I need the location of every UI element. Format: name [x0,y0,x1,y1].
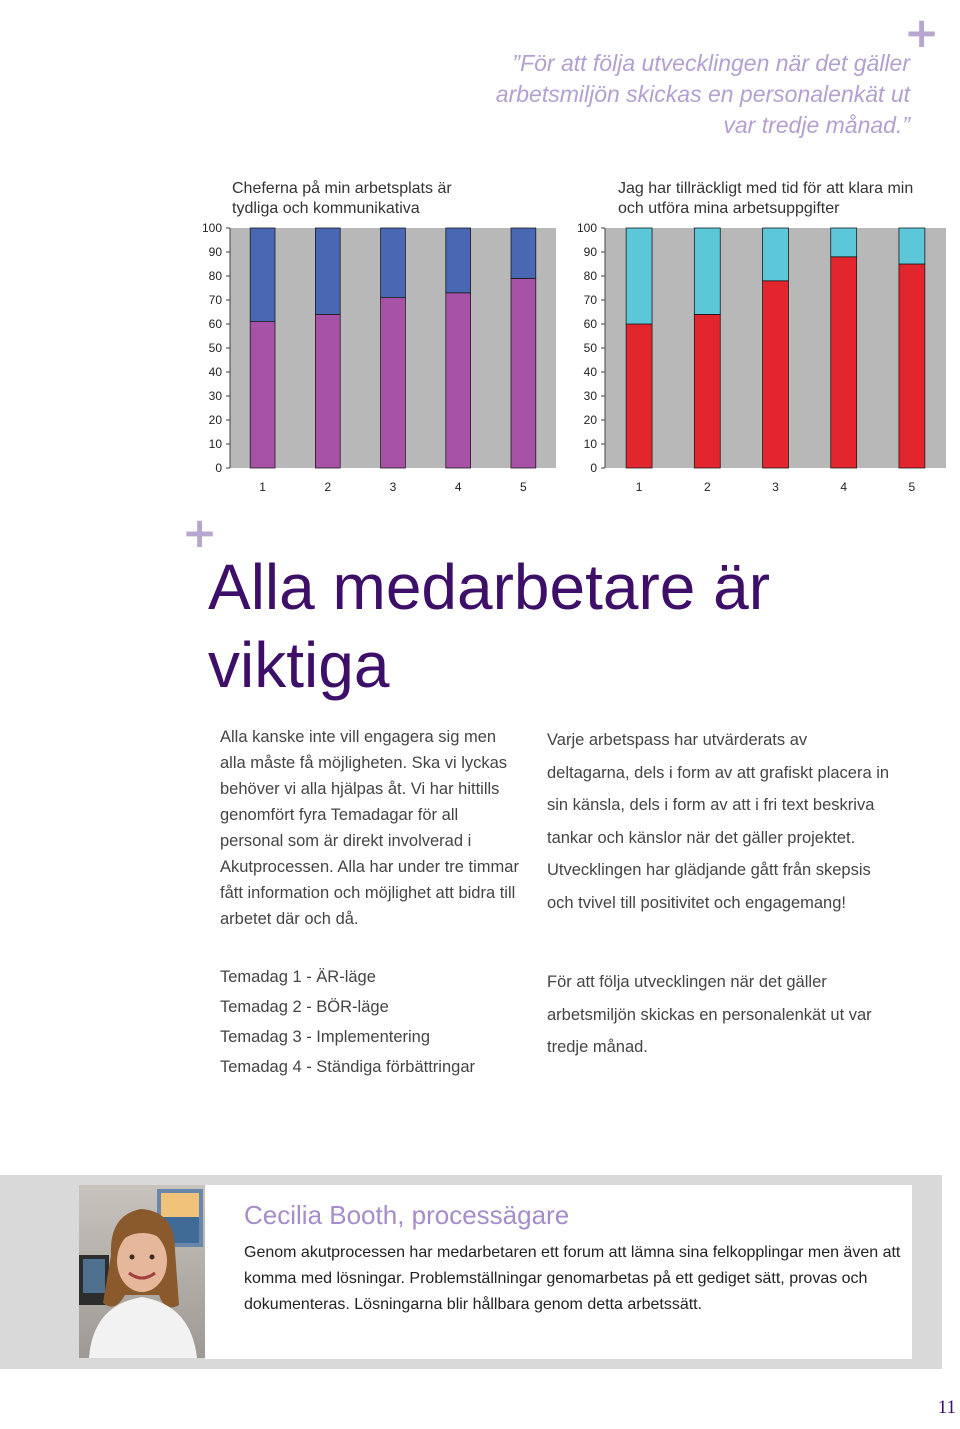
right-column-body [547,724,892,919]
chart-right-bar-bottom-3 [763,281,789,468]
chart-left-y-tick-label: 90 [208,245,222,259]
theme-item: Temadag 1 - ÄR-läge [220,968,376,986]
chart-right-y-tick-label: 100 [576,222,597,235]
chart-right [565,222,950,497]
heading-line-2: viktiga [208,629,390,701]
right-body-text: Varje arbetspass har utvärderats av deltagarna, dels i form av att grafiskt placera in sin känsla, dels i form av att i fri text beskriva tankar och känslor när det gäller projektet. Utvecklingen har glädjande gått från skepsis och tvivel till positivitet och engagemang! [547,731,890,912]
heading-line-1: Alla medarbetare är [208,551,771,623]
theme-item: Temadag 3 - Implementering [220,1028,431,1046]
profile-text: Genom akutprocessen har medarbetaren ett forum att lämna sina felkopplingar men även att komma med lösningar. Problemställningar genomarbetas på ett gediget sätt, provas och dokumenteras. Lösningarna blir hållbara genom detta arbetssätt. [244,1244,901,1313]
left-column-body [220,724,525,932]
chart-left-bar-top-5 [511,228,536,278]
chart-title-left: Cheferna på min arbetsplats är tydliga och kommunikativa [232,180,452,217]
chart-left-bar-top-3 [381,228,406,298]
chart-right-bar-top-5 [899,228,925,264]
chart-left-svg [190,222,560,497]
chart-left-y-tick-label: 100 [201,222,222,235]
chart-left-x-tick-label: 2 [324,480,332,494]
chart-right-y-tick-label: 50 [583,341,597,355]
chart-right-x-tick-label: 5 [908,480,916,494]
chart-right-y-tick-label: 40 [583,365,597,379]
plus-icon: + [904,8,940,57]
chart-right-bar-top-1 [626,228,652,324]
chart-left-bar-bottom-3 [381,298,406,468]
chart-left-bar-top-1 [250,228,275,322]
chart-right-y-tick-label: 90 [583,245,597,259]
profile-photo [79,1185,205,1358]
chart-left-y-tick-label: 30 [208,389,222,403]
page-number: 11 [937,1397,956,1418]
chart-right-y-tick-label: 30 [583,389,597,403]
right-column-followup [547,966,892,1064]
chart-right-bar-bottom-1 [626,324,652,468]
chart-left-bar-top-2 [315,228,340,314]
chart-left [190,222,560,497]
themes-list [220,962,525,1082]
chart-left-bar-bottom-2 [315,314,340,468]
chart-title-right: Jag har tillräckligt med tid för att klara min och utföra mina arbetsuppgifter [618,180,914,217]
chart-right-y-tick-label: 80 [583,269,597,283]
section-heading [208,548,770,704]
portrait-image [79,1185,205,1358]
chart-left-y-tick-label: 40 [208,365,222,379]
chart-right-y-tick-label: 10 [583,437,597,451]
profile-name: Cecilia Booth, processägare [244,1200,570,1230]
chart-right-bar-top-3 [763,228,789,281]
chart-left-bar-top-4 [446,228,471,293]
chart-left-y-tick-label: 0 [215,461,222,475]
chart-right-bar-bottom-4 [831,257,857,468]
chart-left-x-tick-label: 5 [520,480,527,494]
chart-left-y-tick-label: 20 [208,413,222,427]
left-body-text: Alla kanske inte vill engagera sig men alla måste få möjligheten. Ska vi lyckas behöver vi alla hjälpas åt. Vi har hittills genomfört fyra Temadagar för all personal som är direkt involverad i Akutprocessen. Alla har under tre timmar fått information och möjlighet att bidra till arbetet där och då. [220,728,519,928]
chart-right-bar-top-2 [694,228,720,314]
chart-right-y-tick-label: 20 [583,413,597,427]
chart-right-y-tick-label: 0 [590,461,597,475]
chart-left-y-tick-label: 70 [208,293,222,307]
chart-left-x-tick-label: 3 [389,480,397,494]
chart-left-x-tick-label: 4 [454,480,462,494]
chart-right-bar-top-4 [831,228,857,257]
chart-right-x-tick-label: 1 [635,480,643,494]
theme-item: Temadag 4 - Ständiga förbättringar [220,1058,475,1076]
plus-icon: + [182,508,218,557]
chart-right-y-tick-label: 70 [583,293,597,307]
chart-left-y-tick-label: 60 [208,317,222,331]
chart-right-x-tick-label: 4 [840,480,848,494]
chart-right-x-tick-label: 2 [703,480,711,494]
chart-right-bar-bottom-5 [899,264,925,468]
followup-text: För att följa utvecklingen när det gäller arbetsmiljön skickas en personalenkät ut var tredje månad. [547,973,872,1056]
pull-quote: ”För att följa utvecklingen när det gäller arbetsmiljön skickas en personalenkät ut var tredje månad.” [495,50,910,138]
theme-item: Temadag 2 - BÖR-läge [220,998,389,1016]
chart-right-bar-bottom-2 [694,314,720,468]
chart-left-y-tick-label: 10 [208,437,222,451]
chart-right-svg [565,222,950,497]
chart-left-bar-bottom-1 [250,322,275,468]
chart-left-x-tick-label: 1 [259,480,266,494]
chart-right-x-tick-label: 3 [772,480,779,494]
chart-left-bar-bottom-4 [446,293,471,468]
chart-left-bar-bottom-5 [511,278,536,468]
chart-left-y-tick-label: 80 [208,269,222,283]
chart-left-y-tick-label: 50 [208,341,222,355]
chart-right-y-tick-label: 60 [583,317,597,331]
